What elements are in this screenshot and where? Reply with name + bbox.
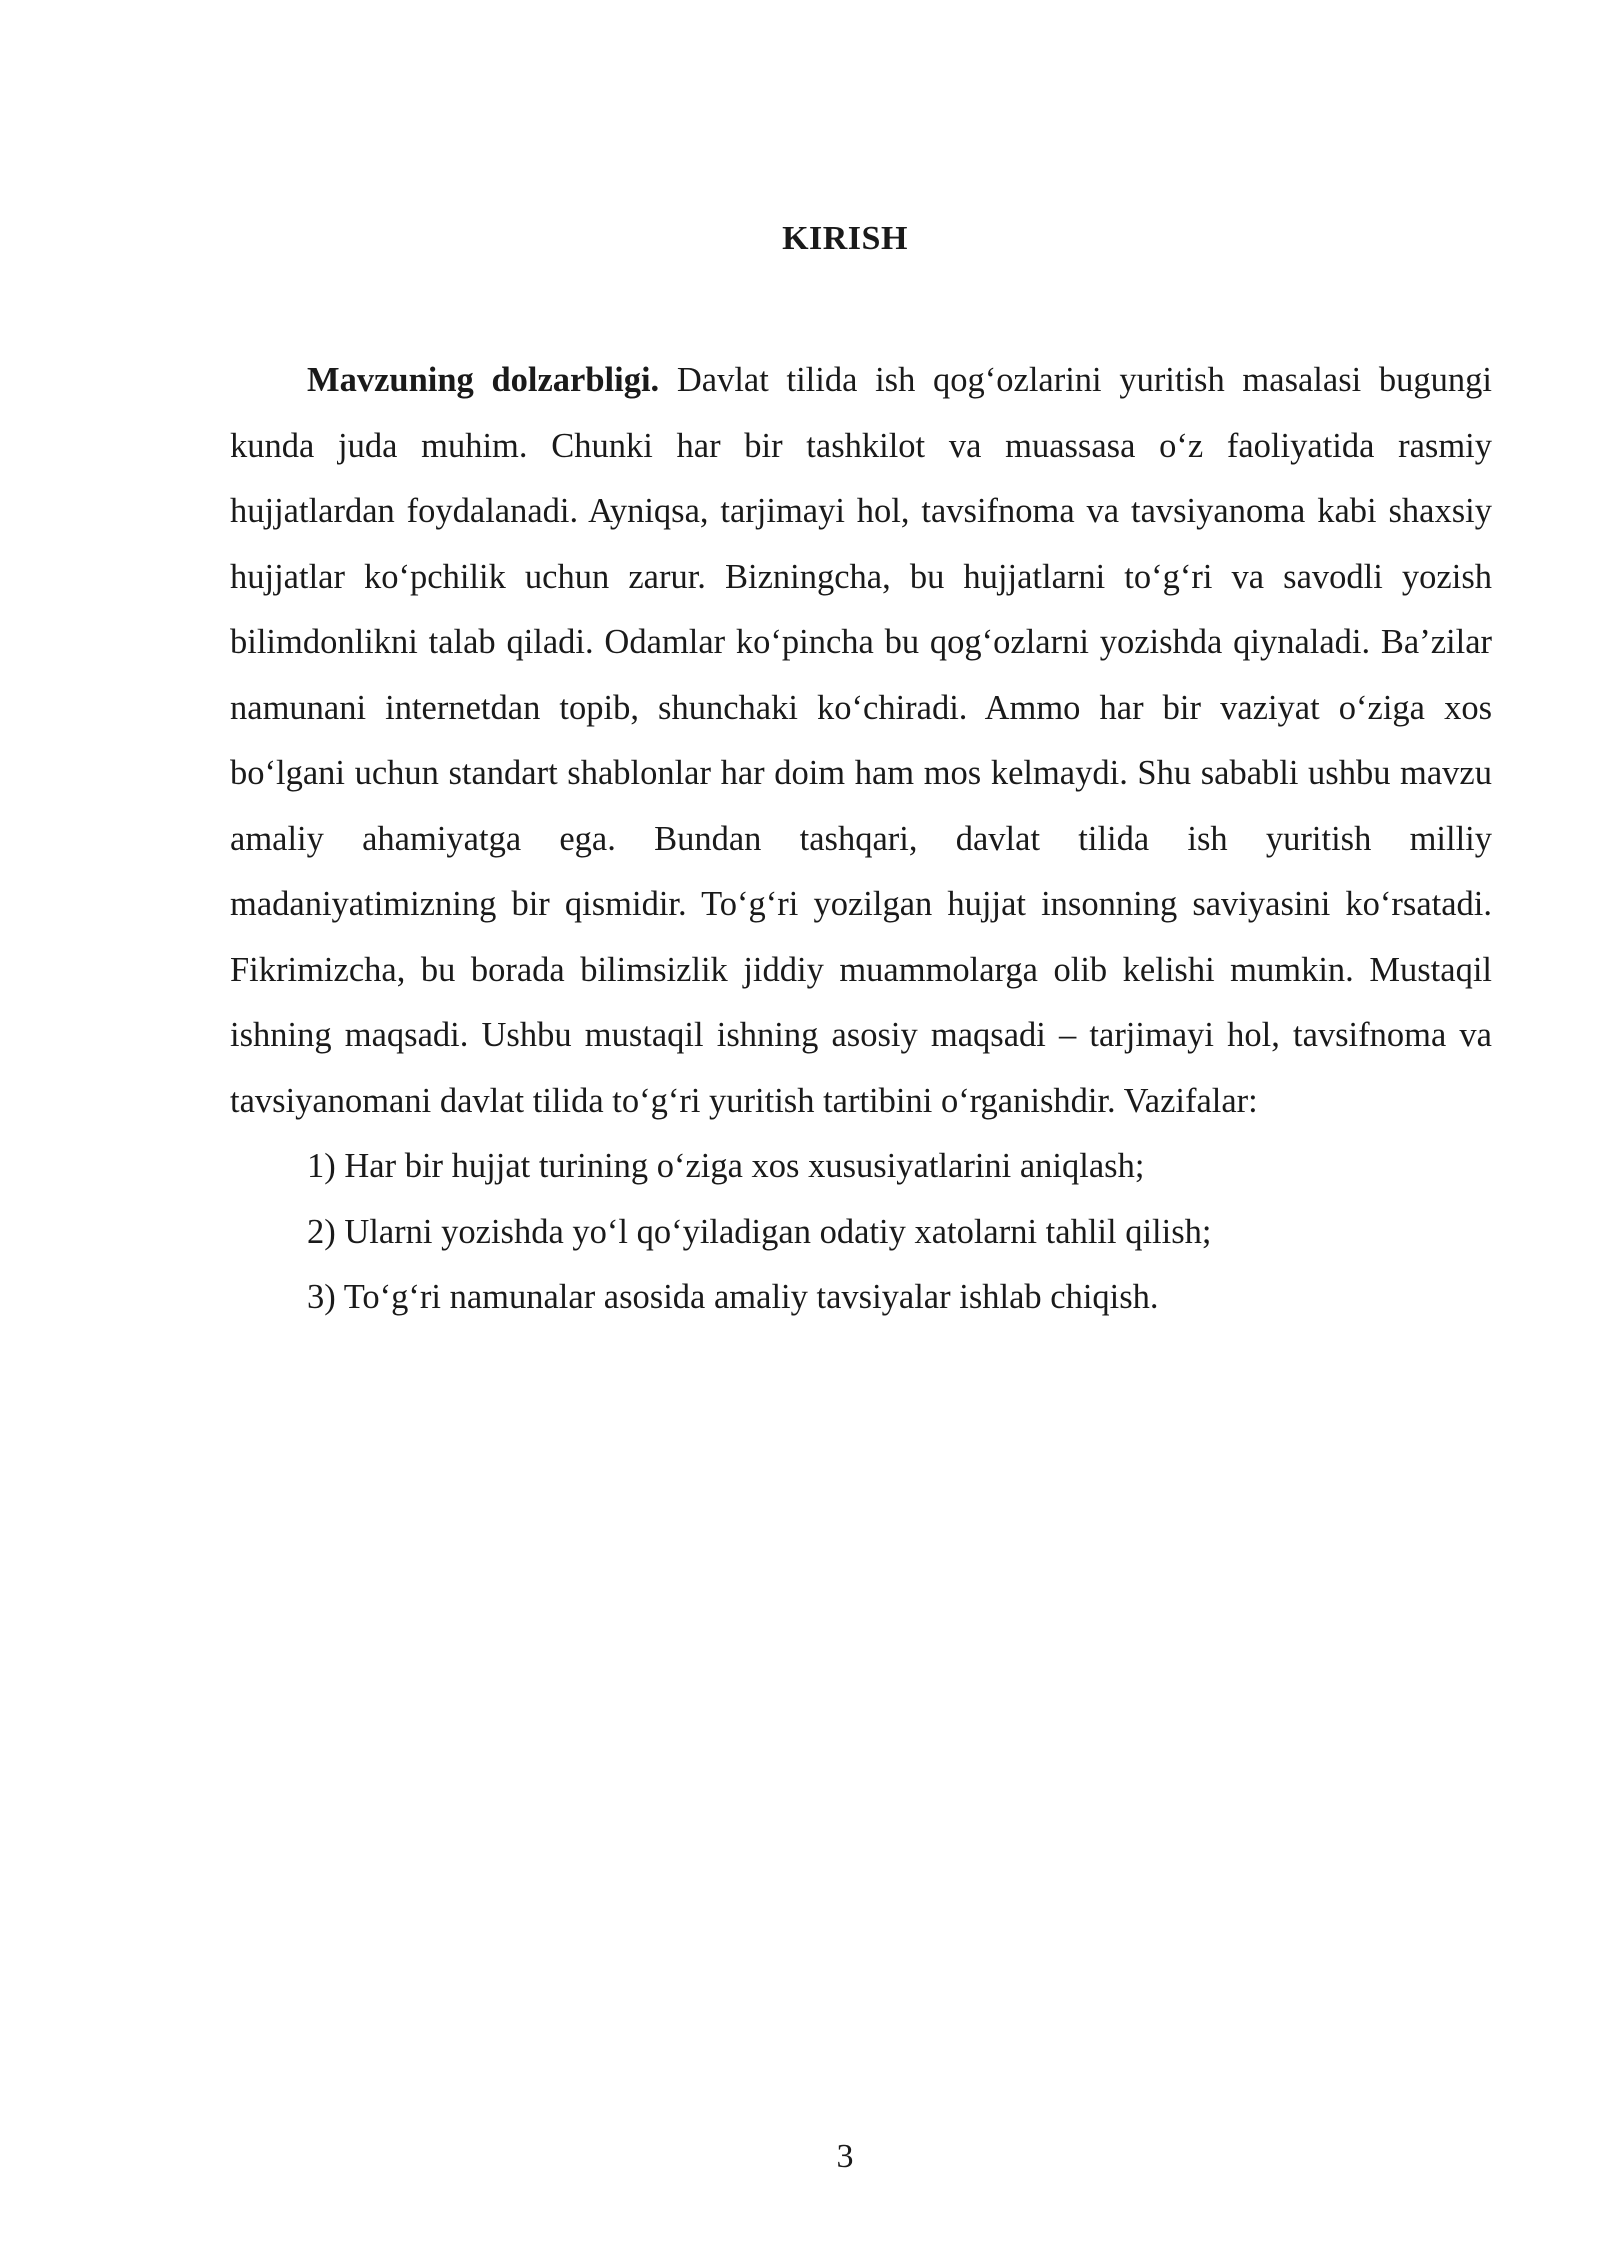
intro-paragraph-text: Davlat tilida ish qog‘ozlarini yuritish masalasi bugungi kunda juda muhim. Chunki har bir tashkilot va muassasa o‘z faoliyatida rasmiy hujjatlardan foydalanadi. Ayniqsa, tarjimayi hol, tavsifnoma va tavsiyanoma kabi shaxsiy hujjatlar ko‘pchilik uchun zarur. Bizningcha, bu hujjatlarni to‘g‘ri va savodli yozish bilimdonlikni talab qiladi. Odamlar ko‘pincha bu qog‘ozlarni yozishda qiynaladi. Ba’zilar namunani internetdan topib, shunchaki ko‘chiradi. Ammo har bir vaziyat o‘ziga xos bo‘lgani uchun standart shablonlar har doim ham mos kelmaydi. Shu sababli ushbu mavzu amaliy ahamiyatga ega. Bundan tashqari, davlat tilida ish yuritish milliy madaniyatimizning bir qismidir. To‘g‘ri yozilgan hujjat insonning saviyasini ko‘rsatadi. Fikrimizcha, bu borada bilimsizlik jiddiy muammolarga olib kelishi mumkin. Mustaqil ishning maqsadi. Ushbu mustaqil ishning asosiy maqsadi – tarjimayi hol, tavsifnoma va tavsiyanomani davlat tilida to‘g‘ri yuritish tartibini o‘rganishdir. Vazifalar: <box>230 361 1492 1120</box>
intro-paragraph <box>230 348 1492 1134</box>
task-item-1: 1) Har bir hujjat turining o‘ziga xos xususiyatlarini aniqlash; <box>307 1147 1145 1185</box>
page-number: 3 <box>836 2138 854 2175</box>
task-item-3: 3) To‘g‘ri namunalar asosida amaliy tavsiyalar ishlab chiqish. <box>307 1278 1159 1316</box>
document-body <box>230 348 1492 1331</box>
task-item-2: 2) Ularni yozishda yo‘l qo‘yiladigan odatiy xatolarni tahlil qilish; <box>307 1212 1212 1251</box>
relevance-heading: Mavzuning dolzarbligi. <box>307 361 660 399</box>
section-title: KIRISH <box>782 220 908 257</box>
